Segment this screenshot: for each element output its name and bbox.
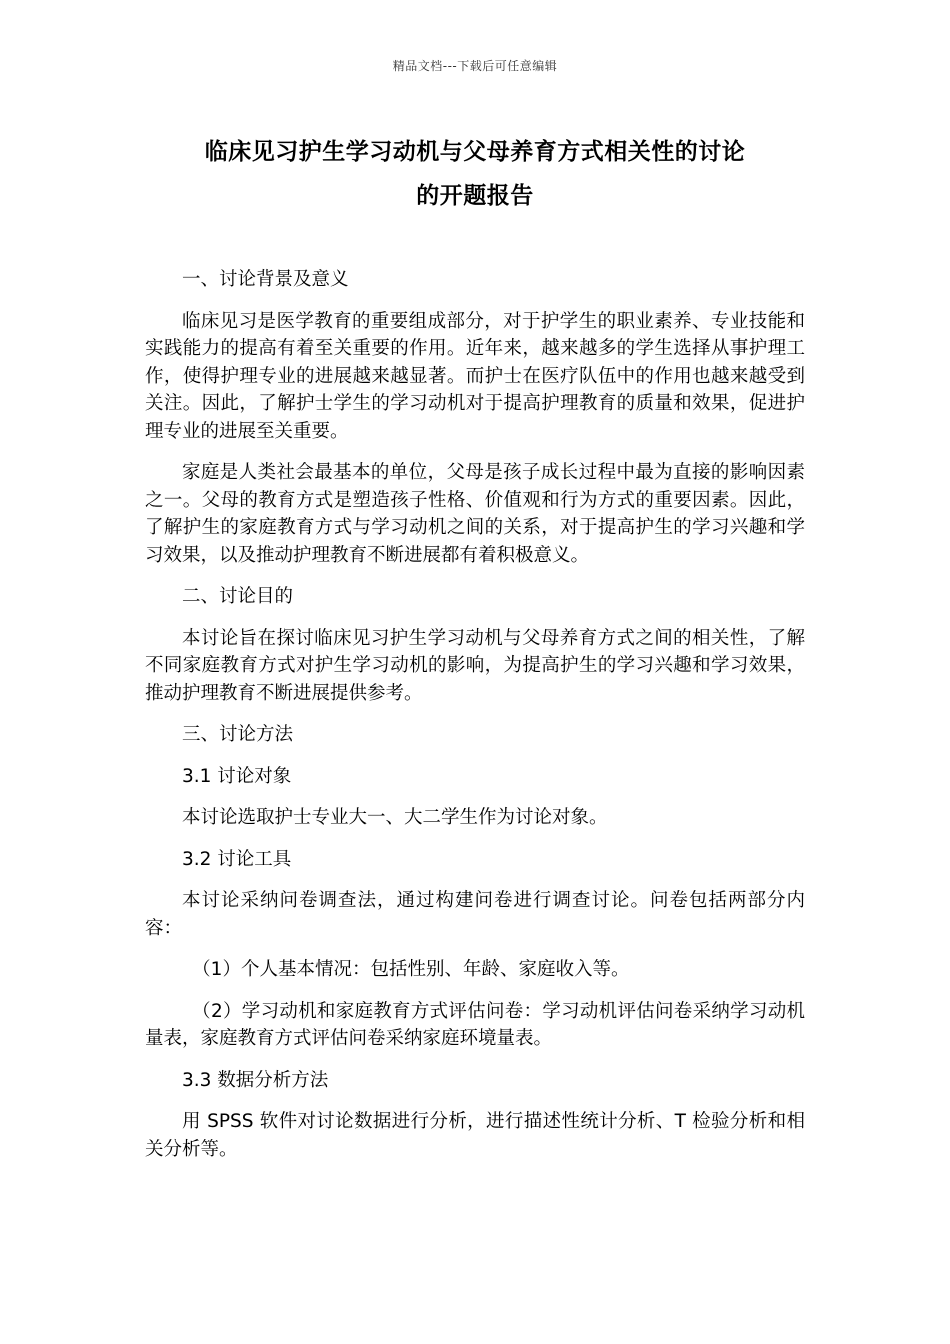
paragraph-analysis: 用 SPSS 软件对讨论数据进行分析，进行描述性统计分析、T 检验分析和相关分析等。 [145,1111,805,1160]
list-item-basic-info: （1）个人基本情况：包括性别、年龄、家庭收入等。 [192,959,630,980]
section-heading-method: 三、讨论方法 [182,724,294,745]
title-line-2: 的开题报告 [416,183,534,209]
section-heading-background: 一、讨论背景及意义 [182,269,349,290]
header-note: 精品文档---下载后可任意编辑 [392,59,558,73]
document-body [145,266,805,1177]
subheading-subjects: 3.1 讨论对象 [182,765,292,787]
title-line-1: 临床见习护生学习动机与父母养育方式相关性的讨论 [204,139,746,165]
subheading-analysis: 3.3 数据分析方法 [182,1069,329,1091]
list-item-questionnaire: （2）学习动机和家庭教育方式评估问卷：学习动机评估问卷采纳学习动机量表，家庭教育方式评估问卷采纳家庭环境量表。 [145,1000,805,1049]
section-heading-purpose: 二、讨论目的 [182,586,294,607]
subheading-tools: 3.2 讨论工具 [182,848,292,870]
paragraph-purpose: 本讨论旨在探讨临床见习护生学习动机与父母养育方式之间的相关性，了解不同家庭教育方式对护生学习动机的影响，为提高护生的学习兴趣和学习效果，推动护理教育不断进展提供参考。 [145,627,805,704]
paragraph-tools: 本讨论采纳问卷调查法，通过构建问卷进行调查讨论。问卷包括两部分内容： [145,890,805,939]
paragraph-background-1: 临床见习是医学教育的重要组成部分，对于护学生的职业素养、专业技能和实践能力的提高有着至关重要的作用。近年来，越来越多的学生选择从事护理工作，使得护理专业的进展越来越显著。而护士在医疗队伍中的作用也越来越受到关注。因此，了解护士学生的学习动机对于提高护理教育的质量和效果，促进护理专业的进展至关重要。 [145,310,805,442]
paragraph-background-2: 家庭是人类社会最基本的单位，父母是孩子成长过程中最为直接的影响因素之一。父母的教育方式是塑造孩子性格、价值观和行为方式的重要因素。因此，了解护生的家庭教育方式与学习动机之间的关系，对于提高护生的学习兴趣和学习效果，以及推动护理教育不断进展都有着积极意义。 [145,462,805,566]
document-title [135,130,815,218]
paragraph-subjects: 本讨论选取护士专业大一、大二学生作为讨论对象。 [182,807,608,828]
